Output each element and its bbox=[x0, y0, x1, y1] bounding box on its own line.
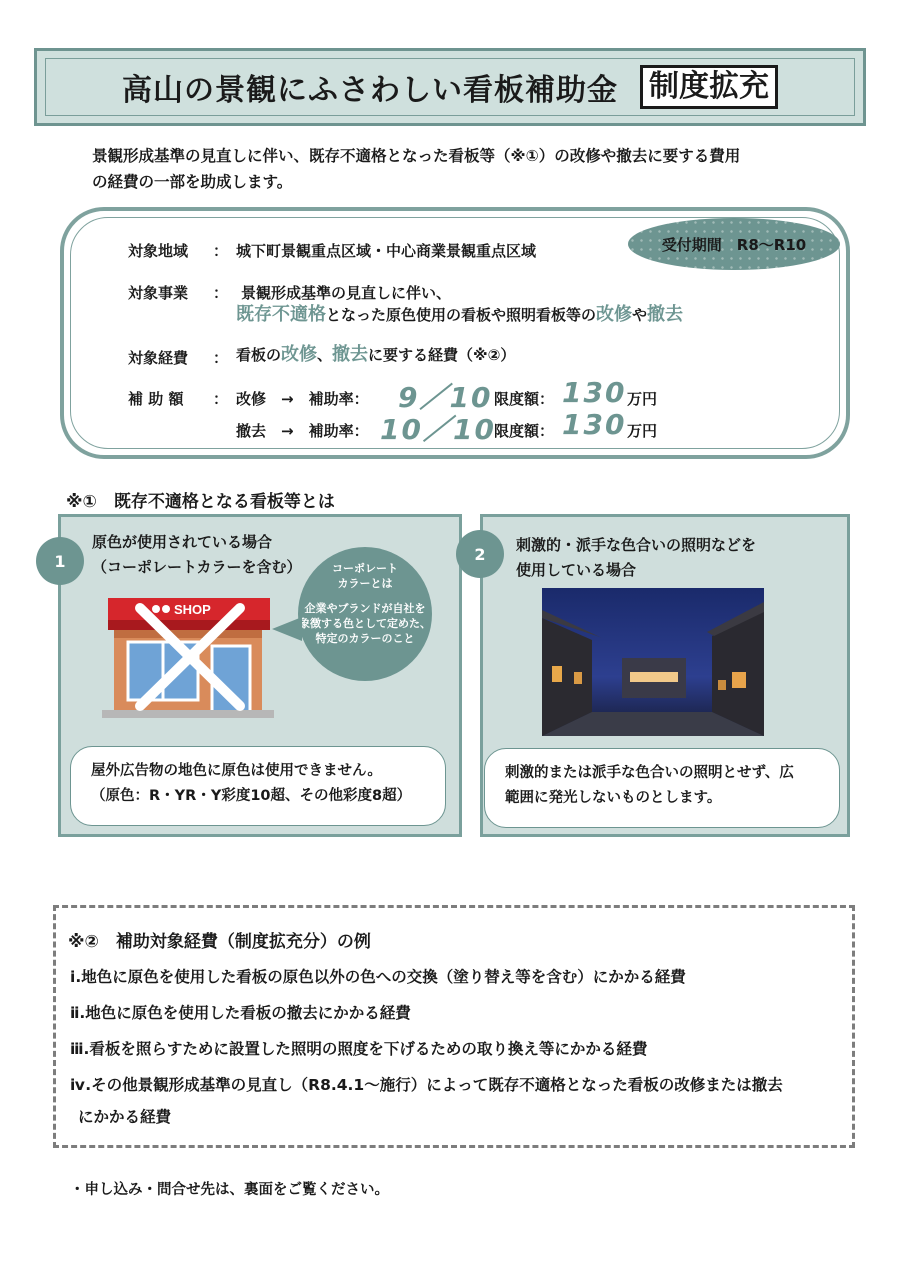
project-ya-text: や bbox=[632, 306, 648, 324]
shop-sign-text: SHOP bbox=[174, 602, 211, 617]
cost-label: 対象経費 bbox=[128, 349, 189, 367]
project-hl-nonconforming: 既存不適格 bbox=[236, 304, 326, 325]
panel2-title bbox=[516, 533, 756, 583]
project-colon: ： bbox=[213, 284, 229, 302]
renovation-unit: 万円 bbox=[627, 390, 658, 408]
cost-sep: 、 bbox=[317, 346, 333, 364]
intro-line-2: の経費の一部を助成します。 bbox=[92, 173, 293, 191]
renovation-limit-label: 限度額： bbox=[494, 390, 555, 408]
panel2-note-line-2: 範囲に発光しないものとします。 bbox=[505, 790, 722, 806]
renovation-rate: 9／10 bbox=[398, 381, 493, 414]
period-badge: 受付期間 R8～R10 bbox=[628, 218, 840, 270]
bubble-line-5: 特定のカラーのこと bbox=[315, 632, 415, 645]
panel2-title-line-2: 使用している場合 bbox=[516, 561, 637, 579]
removal-item: 撤去 → 補助率： bbox=[236, 422, 369, 440]
cost-pre: 看板の bbox=[236, 346, 282, 364]
project-label: 対象事業 bbox=[128, 284, 189, 302]
bubble-line-2: カラーとは bbox=[337, 577, 393, 590]
expense-item-2: ⅱ.地色に原色を使用した看板の撤去にかかる経費 bbox=[70, 1004, 411, 1022]
panel1-note bbox=[70, 746, 446, 826]
amount-colon: ： bbox=[213, 390, 229, 408]
panel1-title bbox=[92, 530, 302, 580]
panel1-number: 1 bbox=[36, 537, 84, 585]
bubble-line-3: 企業やブランドが自社を bbox=[304, 602, 426, 615]
shop-illustration bbox=[100, 598, 275, 720]
panel2-title-line-1: 刺激的・派手な色合いの照明などを bbox=[516, 536, 757, 554]
bubble-tail bbox=[272, 617, 302, 641]
panel2-number: 2 bbox=[456, 530, 504, 578]
panel2-note-line-1: 刺激的または派手な色合いの照明とせず、広 bbox=[505, 765, 794, 781]
footer-note: ・申し込み・問合せ先は、裏面をご覧ください。 bbox=[70, 1182, 389, 1198]
title-banner bbox=[34, 48, 866, 126]
expense-item-4-cont: にかかる経費 bbox=[78, 1108, 172, 1126]
area-label: 対象地域 bbox=[128, 242, 189, 260]
area-colon: ： bbox=[213, 242, 229, 260]
removal-unit: 万円 bbox=[627, 422, 658, 440]
page-title: 高山の景観にふさわしい看板補助金 bbox=[122, 73, 618, 108]
intro-line-1: 景観形成基準の見直しに伴い、既存不適格となった看板等（※①）の改修や撤去に要する費用 bbox=[92, 147, 741, 165]
panel1-title-line-1: 原色が使用されている場合 bbox=[92, 533, 273, 551]
cost-post: に要する経費（※②） bbox=[368, 346, 516, 364]
corporate-color-bubble bbox=[298, 547, 432, 681]
removal-rate: 10／10 bbox=[380, 413, 496, 446]
panel1-note-line-2: （原色：R・YR・Y彩度10超、その他彩度8超） bbox=[91, 788, 412, 804]
amount-label: 補 助 額 bbox=[128, 390, 184, 408]
panel1-title-line-2: （コーポレートカラーを含む） bbox=[92, 558, 302, 576]
project-mid-text: となった原色使用の看板や照明看板等の bbox=[326, 306, 597, 324]
bubble-line-1: コーポレート bbox=[332, 562, 398, 575]
intro-text bbox=[92, 143, 852, 195]
panel2-note bbox=[484, 748, 840, 828]
cost-hl-renovation: 改修 bbox=[281, 344, 318, 365]
project-line-2 bbox=[236, 302, 683, 328]
expense-item-4: ⅳ.その他景観形成基準の見直し（R8.4.1～施行）によって既存不適格となった看板の改修または撤去 bbox=[70, 1076, 783, 1094]
removal-limit-label: 限度額： bbox=[494, 422, 555, 440]
expense-item-1: ⅰ.地色に原色を使用した看板の原色以外の色への交換（塗り替え等を含む）にかかる経費 bbox=[70, 968, 686, 986]
bubble-line-4: 象徴する色として定めた、 bbox=[299, 617, 431, 630]
expense-item-3: ⅲ.看板を照らすために設置した照明の照度を下げるための取り換え等にかかる経費 bbox=[70, 1040, 648, 1058]
area-value: 城下町景観重点区域・中心商業景観重点区域 bbox=[236, 242, 537, 260]
panel1-note-line-1: 屋外広告物の地色に原色は使用できません。 bbox=[91, 763, 382, 779]
title-tag: 制度拡充 bbox=[640, 65, 778, 109]
cost-colon: ： bbox=[213, 349, 229, 367]
project-hl-removal: 撤去 bbox=[647, 304, 684, 325]
renovation-item: 改修 → 補助率： bbox=[236, 390, 369, 408]
section1-heading: ※① 既存不適格となる看板等とは bbox=[66, 492, 335, 512]
project-hl-renovation: 改修 bbox=[596, 304, 633, 325]
cost-value bbox=[236, 342, 515, 368]
cost-hl-removal: 撤去 bbox=[332, 344, 369, 365]
removal-limit: 130 bbox=[562, 408, 627, 441]
section2-heading: ※② 補助対象経費（制度拡充分）の例 bbox=[68, 932, 371, 952]
project-line-1: 景観形成基準の見直しに伴い、 bbox=[241, 284, 452, 302]
renovation-limit: 130 bbox=[562, 376, 627, 409]
night-street-photo bbox=[542, 588, 764, 736]
